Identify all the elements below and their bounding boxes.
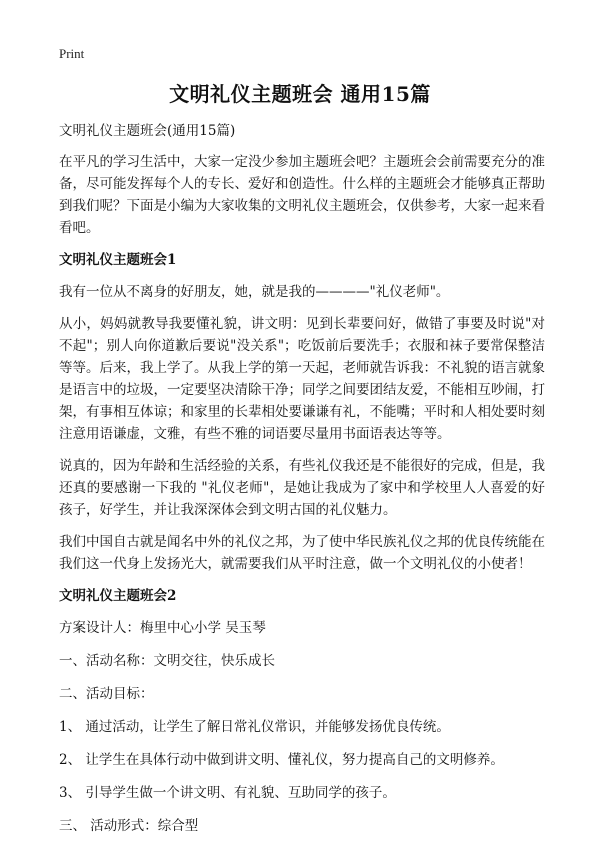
- section2-line: 三、 活动形式：综合型: [59, 818, 199, 834]
- section2-line: 1、 通过活动，让学生了解日常礼仪常识，并能够发扬优良传统。: [59, 719, 450, 735]
- section2-line: 3、 引导学生做一个讲文明、有礼貌、互助同学的孩子。: [59, 785, 396, 801]
- section2-line: 二、活动目标：: [59, 686, 154, 702]
- section1-paragraph: 我有一位从不离身的好朋友，她，就是我的————"礼仪老师"。: [59, 284, 450, 300]
- intro-paragraph: 在平凡的学习生活中，大家一定没少参加主题班会吧？主题班会会前需要充分的准备，尽可能发挥每个人的专长、爱好和创造性。什么样的主题班会才能够真正帮助到我们呢？下面是小编为大家收集的文明礼仪主题班会，仅供参考，大家一起来看看吧。: [59, 154, 545, 236]
- article-body: [59, 120, 545, 848]
- section-heading-2: 文明礼仪主题班会2: [59, 588, 177, 604]
- section2-line: 方案设计人：梅里中心小学 吴玉琴: [59, 620, 266, 636]
- section1-paragraph: 说真的，因为年龄和生活经验的关系，有些礼仪我还是不能很好的完成，但是，我还真的要感谢一下我的 "礼仪老师"，是她让我成为了家中和学校里人人喜爱的好孩子，好学生，并让我深深体会到文明古国的礼仪魅力。: [59, 458, 545, 518]
- section1-paragraph: 从小，妈妈就教导我要懂礼貌，讲文明：见到长辈要问好，做错了事要及时说"对不起"；别人向你道歉后要说"没关系"；吃饭前后要洗手；衣服和袜子要常保整洁等等。后来，我上学了。从我上学的第一天起，老师就告诉我：不礼貌的语言就象是语言中的垃圾，一定要坚决清除干净；同学之间要团结友爱，不能相互吵闹，打架，有事相互体谅；和家里的长辈相处要谦谦有礼，不能嘴；平时和人相处要时刻注意用语谦虚，文雅，有些不雅的词语要尽量用书面语表达等等。: [59, 316, 545, 442]
- section2-line: 一、活动名称：文明交往，快乐成长: [59, 653, 275, 669]
- section2-line: 2、 让学生在具体行动中做到讲文明、懂礼仪，努力提高自己的文明修养。: [59, 752, 504, 768]
- print-link[interactable]: Print: [59, 46, 85, 61]
- section1-paragraph: 我们中国自古就是闻名中外的礼仪之邦，为了使中华民族礼仪之邦的优良传统能在我们这一代身上发扬光大，就需要我们从平时注意，做一个文明礼仪的小使者！: [59, 534, 545, 572]
- section-heading-1: 文明礼仪主题班会1: [59, 252, 177, 268]
- article-subtitle: 文明礼仪主题班会(通用15篇): [59, 123, 236, 139]
- page-title: 文明礼仪主题班会 通用15篇: [169, 82, 431, 106]
